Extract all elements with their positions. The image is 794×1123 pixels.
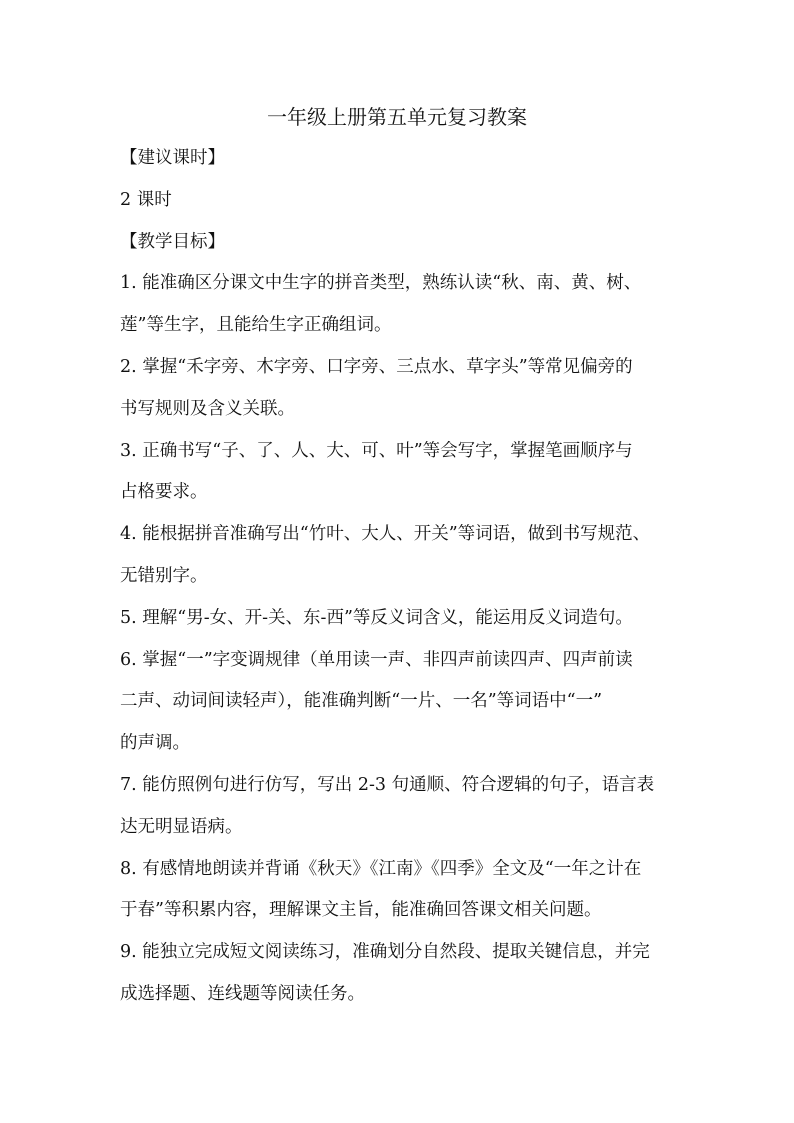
text-line: 4. 能根据拼音准确写出“竹叶、大人、开关”等词语，做到书写规范、: [120, 524, 651, 545]
text-line: 5. 理解“男-女、开-关、东-西”等反义词含义，能运用反义词造句。: [120, 607, 633, 628]
text-line: 3. 正确书写“子、了、人、大、可、叶”等会写字，掌握笔画顺序与: [120, 440, 633, 461]
text-line: 2. 掌握“禾字旁、木字旁、口字旁、三点水、草字头”等常见偏旁的: [120, 356, 633, 377]
text-line: 二声、动词间读轻声），能准确判断“一片、一名”等词语中“一”: [120, 691, 603, 712]
section-heading: 【教学目标】: [120, 231, 225, 252]
text-line: 8. 有感情地朗读并背诵《秋天》《江南》《四季》全文及“一年之计在: [120, 858, 642, 879]
text-line: 无错别字。: [120, 565, 208, 586]
text-line: 书写规则及含义关联。: [120, 398, 295, 419]
text-line: 7. 能仿照例句进行仿写，写出 2-3 句通顺、符合逻辑的句子，语言表: [120, 774, 655, 795]
text-line: 于春”等积累内容，理解课文主旨，能准确回答课文相关问题。: [120, 900, 602, 921]
text-line: 9. 能独立完成短文阅读练习，准确划分自然段、提取关键信息，并完: [120, 942, 650, 963]
text-line: 2 课时: [120, 189, 172, 210]
text-line: 1. 能准确区分课文中生字的拼音类型，熟练认读“秋、南、黄、树、: [120, 273, 642, 294]
section-heading: 【建议课时】: [120, 148, 225, 168]
text-line: 的声调。: [120, 733, 190, 754]
text-line: 达无明显语病。: [120, 816, 243, 837]
text-line: 莲”等生字，且能给生字正确组词。: [120, 315, 392, 336]
text-line: 占格要求。: [120, 482, 208, 503]
text-line: 6. 掌握“一”字变调规律（单用读一声、非四声前读四声、四声前读: [120, 649, 633, 670]
document-body: [120, 145, 690, 1023]
document-title: 一年级上册第五单元复习教案: [267, 105, 527, 129]
text-line: 成选择题、连线题等阅读任务。: [120, 983, 365, 1004]
